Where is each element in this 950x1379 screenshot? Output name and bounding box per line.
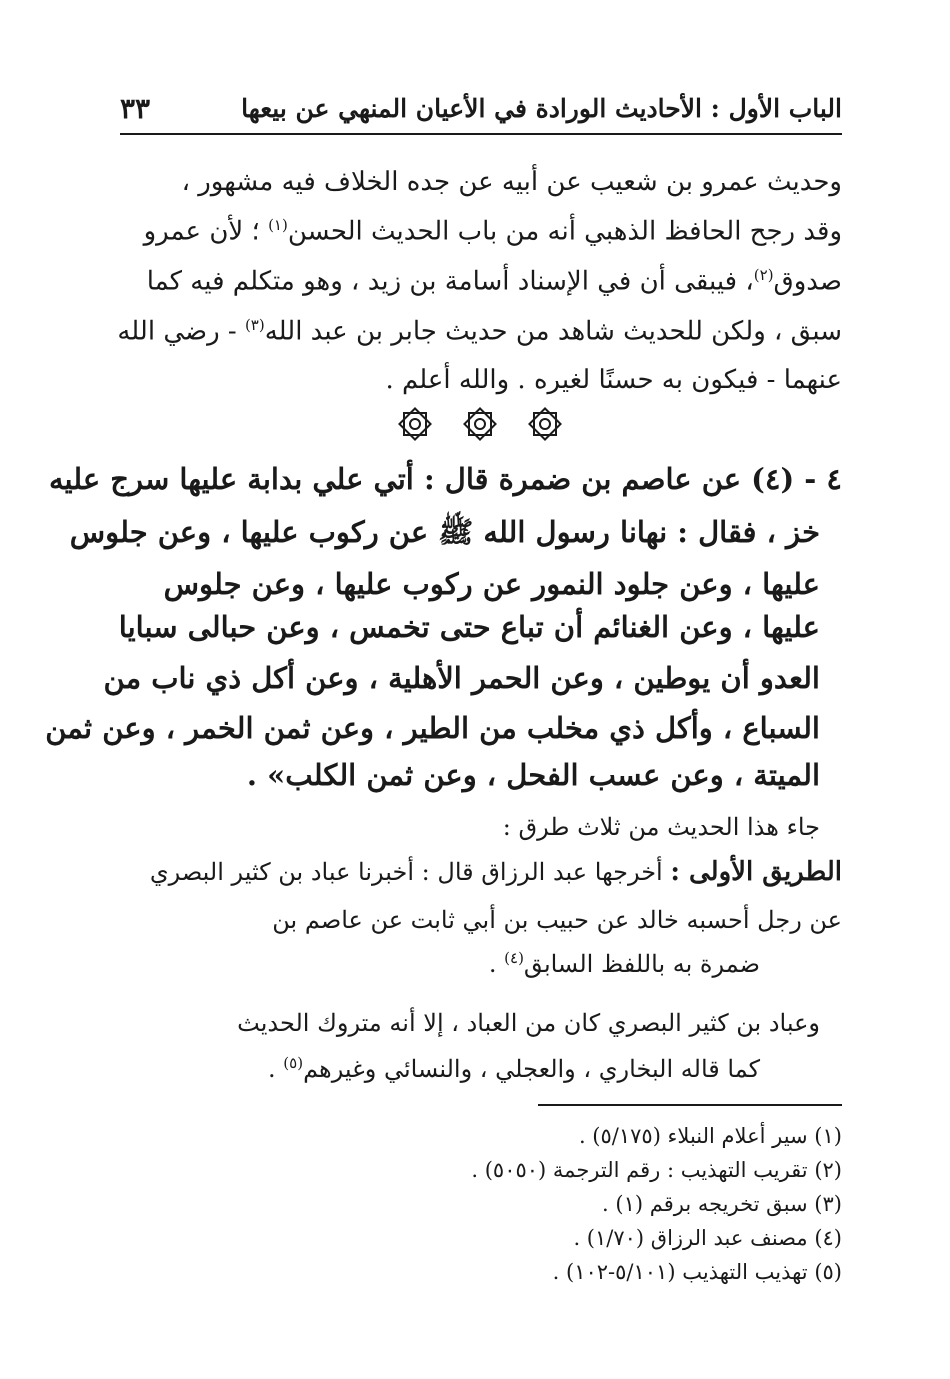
text-line: ضمرة به باللفظ السابق$^{(٤)}$ . — [488, 949, 760, 978]
star-ornament-icon — [460, 404, 500, 444]
footnote-divider — [538, 1104, 842, 1106]
hadith-line: السباع ، وأكل ذي مخلب من الطير ، وعن ثمن الخمر ، وعن ثمن — [45, 711, 820, 745]
footnote: (٢) تقريب التهذيب : رقم الترجمة (٥٠٥٠) . — [471, 1158, 842, 1182]
footnote: (٤) مصنف عبد الرزاق (١/٧٠) . — [573, 1226, 842, 1250]
text-line: عن رجل أحسبه خالد عن حبيب بن أبي ثابت عن عاصم بن — [272, 906, 842, 934]
footnote-ref: (٣) — [244, 316, 265, 334]
hadith-line: العدو أن يوطين ، وعن الحمر الأهلية ، وعن أكل ذي ناب من — [103, 661, 820, 695]
hadith-line: خز ، فقال : نهانا رسول الله ﷺ عن ركوب عليها ، وعن جلوس — [69, 515, 820, 549]
footnote-ref: (٤) — [504, 949, 524, 967]
text-line: صدوق$^{(٢)}$، فيبقى أن في الإسناد أسامة بن زيد ، وهو متكلم فيه كما — [146, 266, 842, 297]
footnote-ref: (١) — [268, 216, 288, 234]
footnote-ref: (٥) — [283, 1054, 304, 1072]
first-way-label: الطريق الأولى : — [670, 857, 842, 887]
section-separator — [395, 404, 565, 444]
hadith-line: ٤ - (٤) عن عاصم بن ضمرة قال : أتي علي بدابة عليها سرج عليه — [48, 462, 842, 496]
hadith-line: الميتة ، وعن عسب الفحل ، وعن ثمن الكلب» . — [246, 758, 820, 792]
text-line: كما قاله البخاري ، والعجلي ، والنسائي وغيرهم$^{(٥)}$ . — [268, 1054, 760, 1083]
chapter-title: الباب الأول : الأحاديث الورادة في الأعيان المنهي عن بيعها — [241, 94, 842, 123]
text-line: جاء هذا الحديث من ثلاث طرق : — [502, 813, 820, 841]
text-line: وعباد بن كثير البصري كان من العباد ، إلا أنه متروك الحديث — [237, 1009, 820, 1037]
footnote: (١) سير أعلام النبلاء (٥/١٧٥) . — [578, 1124, 842, 1148]
text-line: سبق ، ولكن للحديث شاهد من حديث جابر بن عبد الله$^{(٣)}$ - رضي الله — [117, 316, 842, 347]
star-ornament-icon — [395, 404, 435, 444]
header-divider — [120, 133, 842, 135]
hadith-line: عليها ، وعن الغنائم أن تباع حتى تخمس ، وعن حبالى سبايا — [118, 610, 820, 644]
text-line: عنهما - فيكون به حسنًا لغيره . والله أعلم . — [385, 365, 842, 395]
text-line: الطريق الأولى : أخرجها عبد الرزاق قال : أخبرنا عباد بن كثير البصري — [149, 857, 842, 887]
star-ornament-icon — [525, 404, 565, 444]
text-line: وقد رجح الحافظ الذهبي أنه من باب الحديث الحسن$^{(١)}$ ؛ لأن عمرو — [143, 216, 842, 247]
running-header — [120, 92, 842, 130]
footnote-ref: (٢) — [753, 266, 774, 284]
footnote: (٥) تهذيب التهذيب (٥/١٠١-١٠٢) . — [552, 1260, 842, 1284]
footnote: (٣) سبق تخريجه برقم (١) . — [602, 1192, 842, 1216]
text-line: وحديث عمرو بن شعيب عن أبيه عن جده الخلاف فيه مشهور ، — [181, 167, 842, 197]
page-number: ٣٣ — [120, 92, 151, 125]
hadith-line: عليها ، وعن جلود النمور عن ركوب عليها ، وعن جلوس — [163, 567, 820, 601]
